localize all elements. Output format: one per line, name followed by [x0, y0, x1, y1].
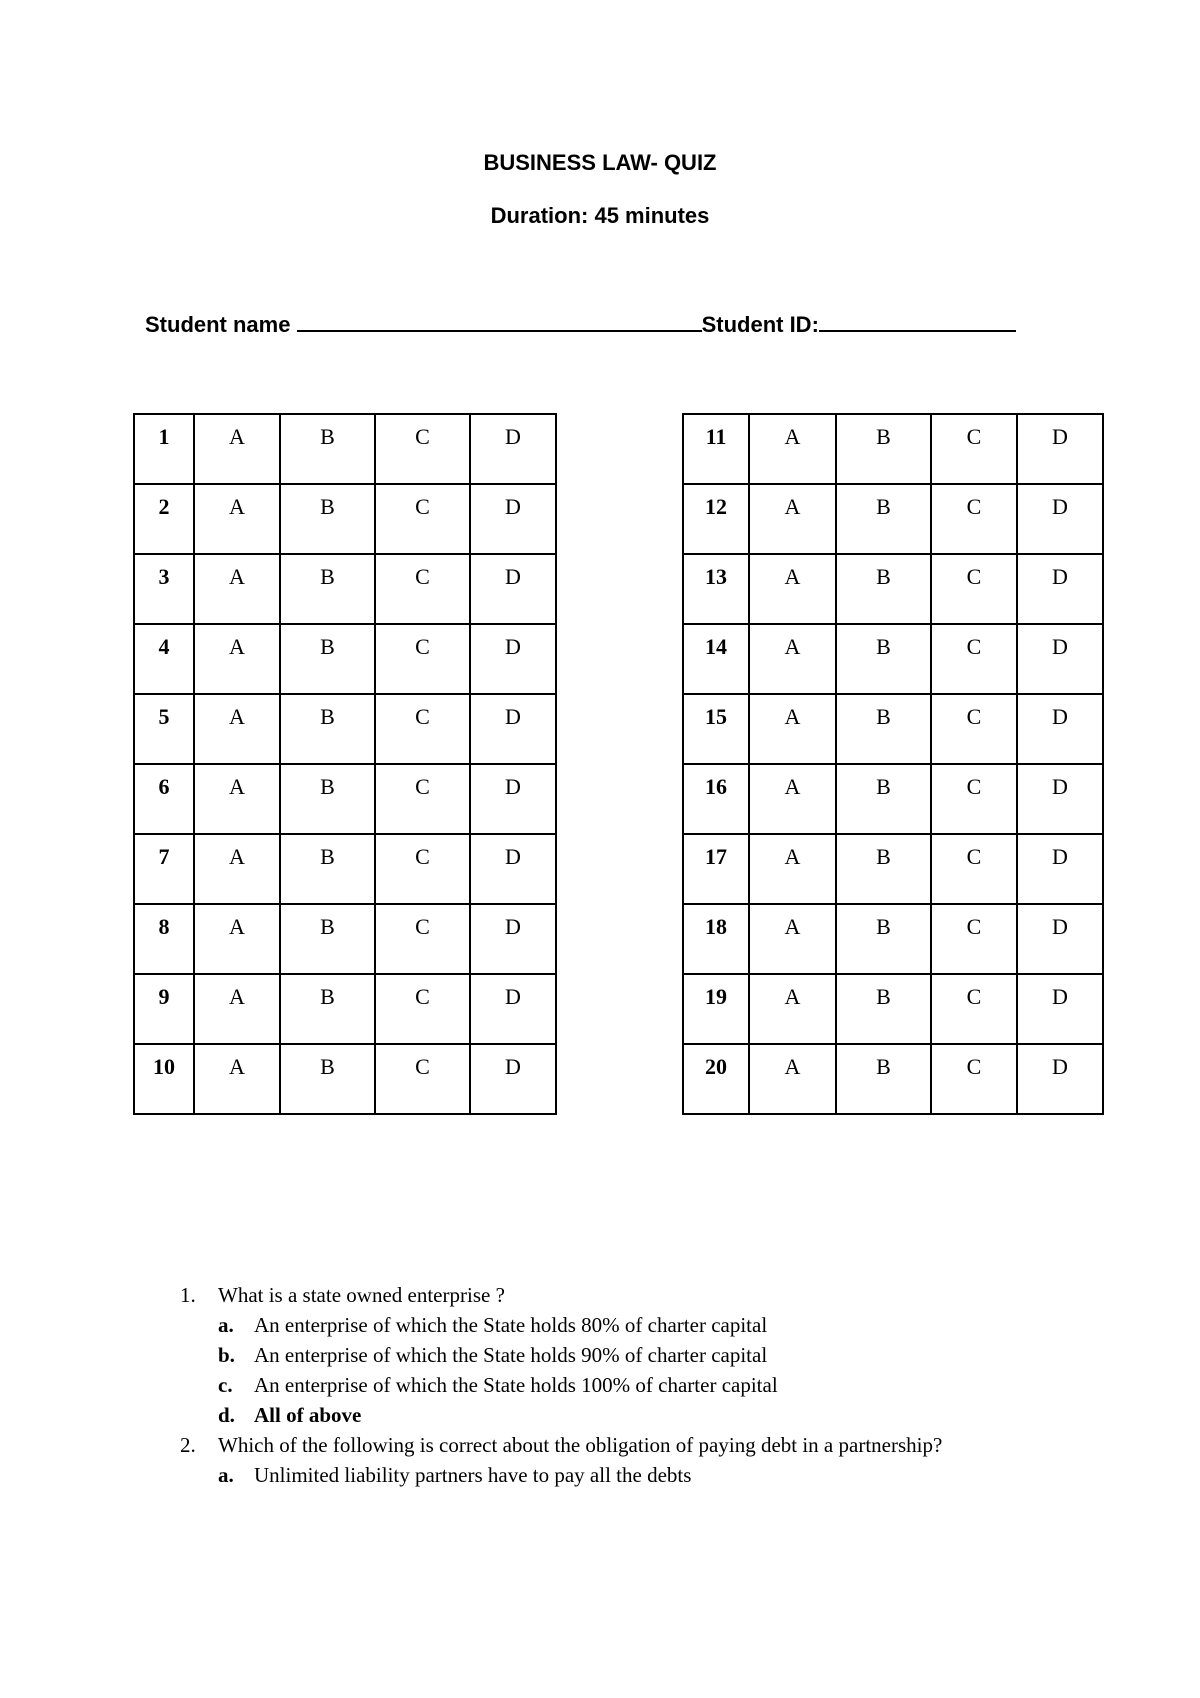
- answer-option-c-cell[interactable]: C: [931, 484, 1017, 554]
- question-number-cell: 14: [683, 624, 749, 694]
- answer-grid-left: [133, 413, 557, 1115]
- question-number-cell: 13: [683, 554, 749, 624]
- answer-option-a-cell[interactable]: A: [749, 694, 836, 764]
- quiz-title: BUSINESS LAW- QUIZ: [483, 150, 717, 175]
- answer-option: [218, 1310, 980, 1340]
- answer-option-d-cell[interactable]: D: [470, 484, 556, 554]
- answer-row: [683, 484, 1103, 554]
- answer-option: [218, 1400, 980, 1430]
- answer-option-b-cell[interactable]: B: [836, 414, 931, 484]
- answer-option-b-cell[interactable]: B: [836, 834, 931, 904]
- answer-row: [134, 414, 556, 484]
- answer-option-b-cell[interactable]: B: [280, 624, 375, 694]
- answer-option-b-cell[interactable]: B: [836, 974, 931, 1044]
- answer-option-d-cell[interactable]: D: [1017, 974, 1103, 1044]
- answer-option-a-cell[interactable]: A: [194, 414, 280, 484]
- option-letter: b.: [218, 1343, 235, 1367]
- answer-option-d-cell[interactable]: D: [1017, 834, 1103, 904]
- answer-option-d-cell[interactable]: D: [470, 974, 556, 1044]
- answer-option-a-cell[interactable]: A: [194, 764, 280, 834]
- answer-option-d-cell[interactable]: D: [470, 694, 556, 764]
- option-letter: c.: [218, 1373, 233, 1397]
- answer-option-a-cell[interactable]: A: [749, 414, 836, 484]
- question-number-cell: 20: [683, 1044, 749, 1114]
- answer-option-c-cell[interactable]: C: [931, 904, 1017, 974]
- answer-option-a-cell[interactable]: A: [194, 1044, 280, 1114]
- answer-option-a-cell[interactable]: A: [194, 904, 280, 974]
- answer-option-b-cell[interactable]: B: [836, 1044, 931, 1114]
- answer-option-c-cell[interactable]: C: [931, 694, 1017, 764]
- answer-row: [134, 904, 556, 974]
- answer-row: [683, 1044, 1103, 1114]
- answer-row: [683, 624, 1103, 694]
- answer-option-a-cell[interactable]: A: [749, 1044, 836, 1114]
- answer-row: [683, 694, 1103, 764]
- answer-option-d-cell[interactable]: D: [1017, 904, 1103, 974]
- answer-option-b-cell[interactable]: B: [280, 834, 375, 904]
- question-number-cell: 17: [683, 834, 749, 904]
- question-number-cell: 4: [134, 624, 194, 694]
- answer-row: [134, 694, 556, 764]
- answer-row: [683, 974, 1103, 1044]
- answer-option-a-cell[interactable]: A: [194, 834, 280, 904]
- answer-option-a-cell[interactable]: A: [749, 904, 836, 974]
- question-number-cell: 11: [683, 414, 749, 484]
- answer-option-a-cell[interactable]: A: [194, 554, 280, 624]
- answer-row: [683, 554, 1103, 624]
- answer-option-c-cell[interactable]: C: [931, 764, 1017, 834]
- answer-row: [134, 554, 556, 624]
- answer-option-c-cell[interactable]: C: [375, 554, 470, 624]
- question-number-cell: 12: [683, 484, 749, 554]
- answer-option-b-cell[interactable]: B: [280, 694, 375, 764]
- answer-option-b-cell[interactable]: B: [836, 764, 931, 834]
- answer-option-c-cell[interactable]: C: [375, 974, 470, 1044]
- question-number-cell: 3: [134, 554, 194, 624]
- answer-row: [134, 1044, 556, 1114]
- answer-option-d-cell[interactable]: D: [1017, 1044, 1103, 1114]
- option-text: An enterprise of which the State holds 100% of charter capital: [254, 1373, 778, 1397]
- answer-option-d-cell[interactable]: D: [1017, 624, 1103, 694]
- student-id-label: Student ID:: [701, 312, 819, 337]
- answer-row: [134, 764, 556, 834]
- answer-option-c-cell[interactable]: C: [931, 554, 1017, 624]
- answer-row: [683, 414, 1103, 484]
- question-number-cell: 15: [683, 694, 749, 764]
- answer-option-c-cell[interactable]: C: [931, 834, 1017, 904]
- question-number-cell: 9: [134, 974, 194, 1044]
- answer-option-c-cell[interactable]: C: [931, 414, 1017, 484]
- answer-option-b-cell[interactable]: B: [836, 484, 931, 554]
- option-text: All of above: [254, 1403, 362, 1427]
- answer-grid-right: [682, 413, 1104, 1115]
- answer-option-a-cell[interactable]: A: [194, 974, 280, 1044]
- answer-row: [134, 834, 556, 904]
- answer-option: [218, 1460, 980, 1490]
- answer-option-a-cell[interactable]: A: [749, 484, 836, 554]
- answer-option-d-cell[interactable]: D: [470, 764, 556, 834]
- option-text: An enterprise of which the State holds 90% of charter capital: [254, 1343, 768, 1367]
- answer-row: [134, 484, 556, 554]
- answer-row: [683, 764, 1103, 834]
- question-number-cell: 10: [134, 1044, 194, 1114]
- answer-row: [683, 834, 1103, 904]
- option-text: Unlimited liability partners have to pay all the debts: [254, 1463, 692, 1487]
- question-number: 1.: [180, 1283, 196, 1307]
- answer-option-d-cell[interactable]: D: [1017, 764, 1103, 834]
- answer-row: [134, 974, 556, 1044]
- question-number: 2.: [180, 1433, 196, 1457]
- answer-option-a-cell[interactable]: A: [749, 624, 836, 694]
- answer-option-a-cell[interactable]: A: [194, 624, 280, 694]
- answer-option-b-cell[interactable]: B: [280, 904, 375, 974]
- answer-option-d-cell[interactable]: D: [1017, 694, 1103, 764]
- answer-option-b-cell[interactable]: B: [280, 974, 375, 1044]
- question-number-cell: 5: [134, 694, 194, 764]
- student-info-line: [145, 310, 1065, 338]
- answer-option-b-cell[interactable]: B: [836, 554, 931, 624]
- answer-option-b-cell[interactable]: B: [280, 554, 375, 624]
- answer-option-d-cell[interactable]: D: [470, 1044, 556, 1114]
- question-number-cell: 1: [134, 414, 194, 484]
- answer-option-a-cell[interactable]: A: [749, 554, 836, 624]
- option-letter: a.: [218, 1313, 234, 1337]
- question-number-cell: 19: [683, 974, 749, 1044]
- answer-option-b-cell[interactable]: B: [836, 624, 931, 694]
- answer-option-c-cell[interactable]: C: [931, 1044, 1017, 1114]
- answer-row: [134, 624, 556, 694]
- question-list: [180, 1280, 980, 1490]
- answer-option-d-cell[interactable]: D: [1017, 414, 1103, 484]
- answer-option-d-cell[interactable]: D: [1017, 484, 1103, 554]
- question-number-cell: 18: [683, 904, 749, 974]
- question-number-cell: 7: [134, 834, 194, 904]
- answer-option-a-cell[interactable]: A: [194, 694, 280, 764]
- quiz-duration: Duration: 45 minutes: [490, 203, 710, 228]
- question-number-cell: 8: [134, 904, 194, 974]
- question-text: Which of the following is correct about the obligation of paying debt in a partnership?: [218, 1433, 943, 1457]
- answer-option: [218, 1370, 980, 1400]
- answer-option-c-cell[interactable]: C: [375, 624, 470, 694]
- answer-option-c-cell[interactable]: C: [375, 904, 470, 974]
- answer-option-d-cell[interactable]: D: [470, 904, 556, 974]
- answer-option-d-cell[interactable]: D: [470, 834, 556, 904]
- student-name-field[interactable]: [297, 310, 702, 332]
- answer-option-b-cell[interactable]: B: [280, 414, 375, 484]
- answer-option-b-cell[interactable]: B: [280, 1044, 375, 1114]
- question-number-cell: 16: [683, 764, 749, 834]
- answer-option-a-cell[interactable]: A: [749, 834, 836, 904]
- answer-option-c-cell[interactable]: C: [375, 1044, 470, 1114]
- answer-option-d-cell[interactable]: D: [1017, 554, 1103, 624]
- answer-option-c-cell[interactable]: C: [375, 764, 470, 834]
- question-number-cell: 2: [134, 484, 194, 554]
- answer-row: [683, 904, 1103, 974]
- answer-option-d-cell[interactable]: D: [470, 414, 556, 484]
- answer-option-b-cell[interactable]: B: [280, 764, 375, 834]
- answer-option-b-cell[interactable]: B: [836, 694, 931, 764]
- student-name-label: Student name: [145, 312, 297, 337]
- option-letter: a.: [218, 1463, 234, 1487]
- question-item: [180, 1280, 980, 1310]
- answer-option-b-cell[interactable]: B: [836, 904, 931, 974]
- student-id-field[interactable]: [819, 310, 1016, 332]
- question-text: What is a state owned enterprise ?: [218, 1283, 505, 1307]
- answer-option-c-cell[interactable]: C: [375, 834, 470, 904]
- answer-option-c-cell[interactable]: C: [375, 484, 470, 554]
- question-number-cell: 6: [134, 764, 194, 834]
- answer-option-b-cell[interactable]: B: [280, 484, 375, 554]
- answer-option-c-cell[interactable]: C: [931, 974, 1017, 1044]
- answer-option-a-cell[interactable]: A: [749, 974, 836, 1044]
- answer-option-c-cell[interactable]: C: [931, 624, 1017, 694]
- answer-option-a-cell[interactable]: A: [749, 764, 836, 834]
- answer-option-d-cell[interactable]: D: [470, 554, 556, 624]
- answer-option-c-cell[interactable]: C: [375, 414, 470, 484]
- option-letter: d.: [218, 1403, 235, 1427]
- answer-option-d-cell[interactable]: D: [470, 624, 556, 694]
- answer-option-a-cell[interactable]: A: [194, 484, 280, 554]
- option-text: An enterprise of which the State holds 80% of charter capital: [254, 1313, 768, 1337]
- question-item: [180, 1430, 980, 1460]
- answer-option-c-cell[interactable]: C: [375, 694, 470, 764]
- answer-option: [218, 1340, 980, 1370]
